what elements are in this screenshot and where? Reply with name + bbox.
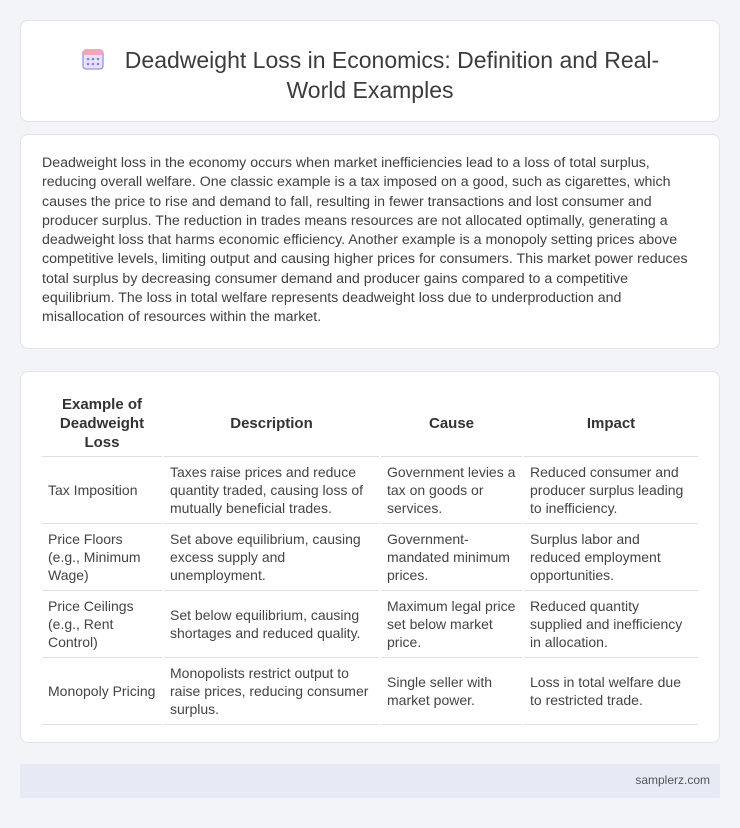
table-row: [42, 524, 698, 591]
footer-brand[interactable]: samplerz.com: [635, 773, 710, 787]
intro-card: [20, 134, 720, 349]
cell-description: Set above equilibrium, causing excess supply and unemployment.: [163, 524, 380, 591]
cell-description: Monopolists restrict output to raise prices, reducing consumer surplus.: [163, 658, 380, 725]
cell-cause: Single seller with market power.: [380, 658, 523, 725]
cell-description: Taxes raise prices and reduce quantity traded, causing loss of mutually beneficial trades.: [163, 457, 380, 524]
cell-example: Price Ceilings (e.g., Rent Control): [42, 591, 163, 658]
header-example: Example of Deadweight Loss: [42, 390, 163, 457]
title-card: [20, 20, 720, 122]
table-row: [42, 591, 698, 658]
intro-paragraph: Deadweight loss in the economy occurs when market inefficiencies lead to a loss of total surplus, reducing overall welfare. One classic example is a tax imposed on a good, such as cigarettes, which causes the price to rise and demand to fall, resulting in fewer transactions and lost consumer and producer surplus. The reduction in trades means resources are not allocated optimally, generating a deadweight loss that harms economic efficiency. Another example is a monopoly setting prices above competitive levels, limiting output and causing higher prices for consumers. This market power reduces total surplus by decreasing consumer demand and producer gains compared to a competitive equilibrium. The loss in total welfare represents deadweight loss due to underproduction and misallocation of resources within the market.: [42, 155, 688, 326]
header-impact: Impact: [523, 390, 698, 457]
page-title-wrap: [21, 45, 719, 105]
table-card: [20, 371, 720, 743]
table-row: [42, 658, 698, 725]
cell-description: Set below equilibrium, causing shortages and reduced quality.: [163, 591, 380, 658]
cell-cause: Government levies a tax on goods or services.: [380, 457, 523, 524]
table-row: [42, 457, 698, 524]
cell-impact: Reduced quantity supplied and inefficiency in allocation.: [523, 591, 698, 658]
cell-impact: Reduced consumer and producer surplus leading to inefficiency.: [523, 457, 698, 524]
page-title: Deadweight Loss in Economics: Definition and Real-World Examples: [124, 47, 660, 103]
cell-example: Monopoly Pricing: [42, 658, 163, 725]
header-cause: Cause: [380, 390, 523, 457]
calendar-icon: [81, 47, 105, 71]
footer: [20, 764, 720, 798]
cell-impact: Loss in total welfare due to restricted trade.: [523, 658, 698, 725]
table-header-row: [42, 390, 698, 457]
cell-cause: Maximum legal price set below market price.: [380, 591, 523, 658]
cell-impact: Surplus labor and reduced employment opportunities.: [523, 524, 698, 591]
examples-table: [42, 390, 698, 725]
cell-example: Tax Imposition: [42, 457, 163, 524]
header-description: Description: [163, 390, 380, 457]
cell-example: Price Floors (e.g., Minimum Wage): [42, 524, 163, 591]
cell-cause: Government-mandated minimum prices.: [380, 524, 523, 591]
